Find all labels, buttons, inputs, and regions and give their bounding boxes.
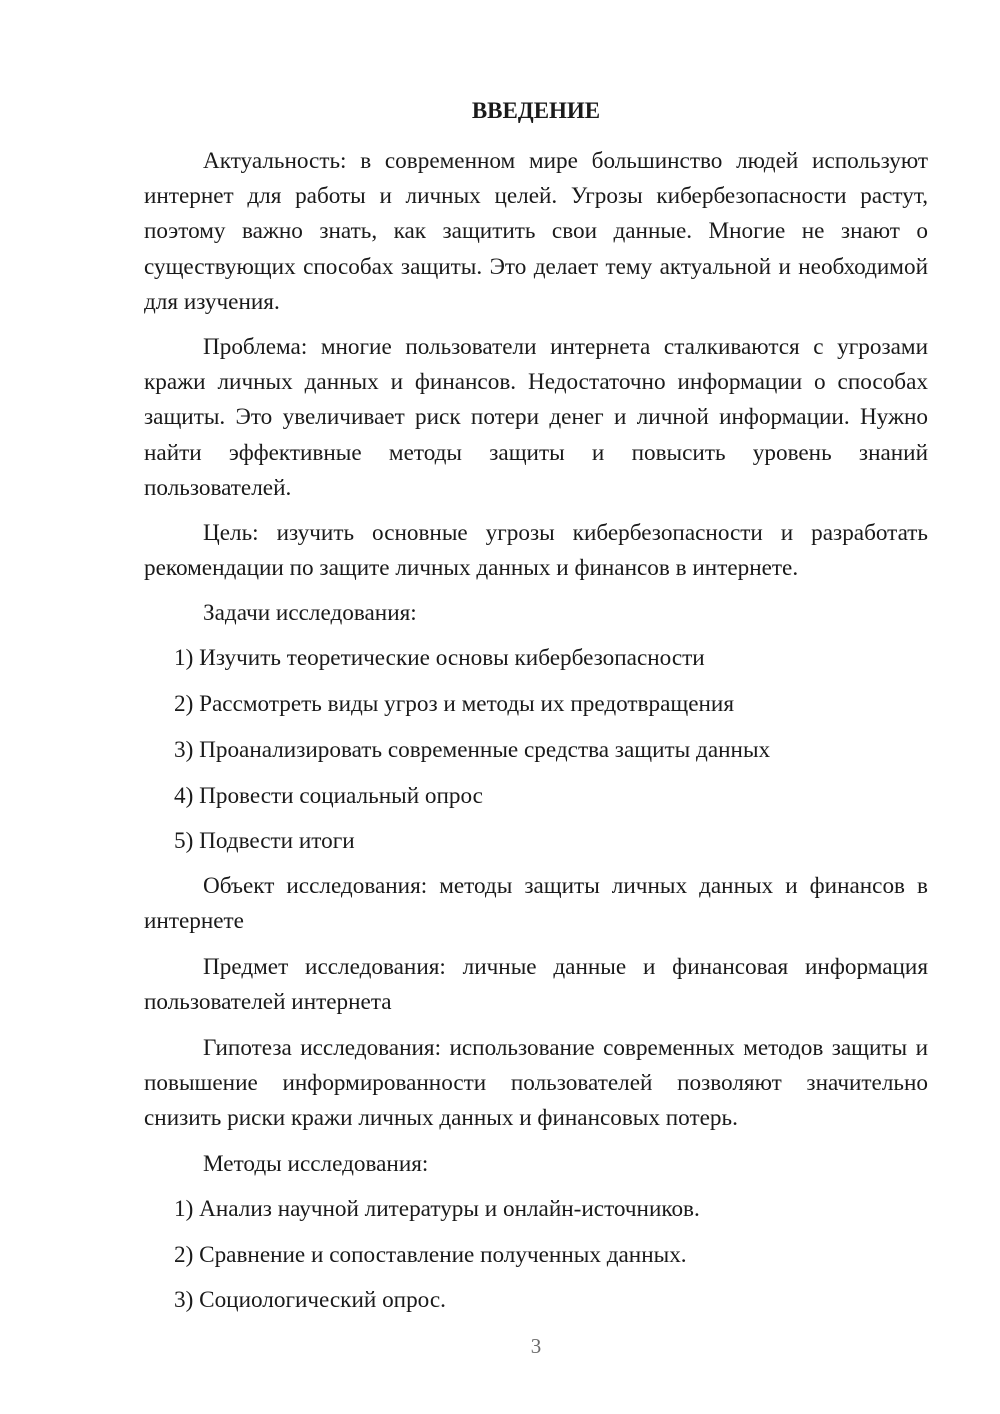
page-number: 3 <box>530 1334 542 1358</box>
method-item: 3) Социологический опрос. <box>174 1287 446 1313</box>
task-item: 3) Проанализировать современные средства защиты данных <box>174 737 771 763</box>
hypothesis-paragraph: Гипотеза исследования: использование современных методов защиты и повышение информированности пользователей позволяют значительно снизить риски кражи личных данных и финансовых потерь. <box>144 1035 928 1132</box>
method-item: 1) Анализ научной литературы и онлайн-источников. <box>174 1196 700 1222</box>
page-title: ВВЕДЕНИЕ <box>471 98 601 123</box>
relevance-paragraph: Актуальность: в современном мире большинство людей используют интернет для работы и личных целей. Угрозы кибербезопасности растут, поэтому важно знать, как защитить свои данные. Многие не знают о существующих способах защиты. Это делает тему актуальной и необходимой для изучения. <box>144 148 928 315</box>
document-page <box>144 0 928 1414</box>
object-paragraph: Объект исследования: методы защиты личных данных и финансов в интернете <box>144 873 928 935</box>
problem-paragraph: Проблема: многие пользователи интернета сталкиваются с угрозами кражи личных данных и финансов. Недостаточно информации о способах защиты. Это увеличивает риск потери денег и личной информации. Нужно найти эффективные методы защиты и повысить уровень знаний пользователей. <box>144 334 928 501</box>
task-item: 2) Рассмотреть виды угроз и методы их предотвращения <box>174 691 734 717</box>
goal-paragraph: Цель: изучить основные угрозы кибербезопасности и разработать рекомендации по защите личных данных и финансов в интернете. <box>144 520 928 582</box>
subject-paragraph: Предмет исследования: личные данные и финансовая информация пользователей интернета <box>144 954 928 1016</box>
methods-heading: Методы исследования: <box>203 1151 429 1177</box>
task-item: 4) Провести социальный опрос <box>174 783 483 809</box>
tasks-heading: Задачи исследования: <box>203 600 417 626</box>
task-item: 1) Изучить теоретические основы кибербезопасности <box>174 645 705 671</box>
method-item: 2) Сравнение и сопоставление полученных данных. <box>174 1242 687 1268</box>
task-item: 5) Подвести итоги <box>174 828 355 854</box>
